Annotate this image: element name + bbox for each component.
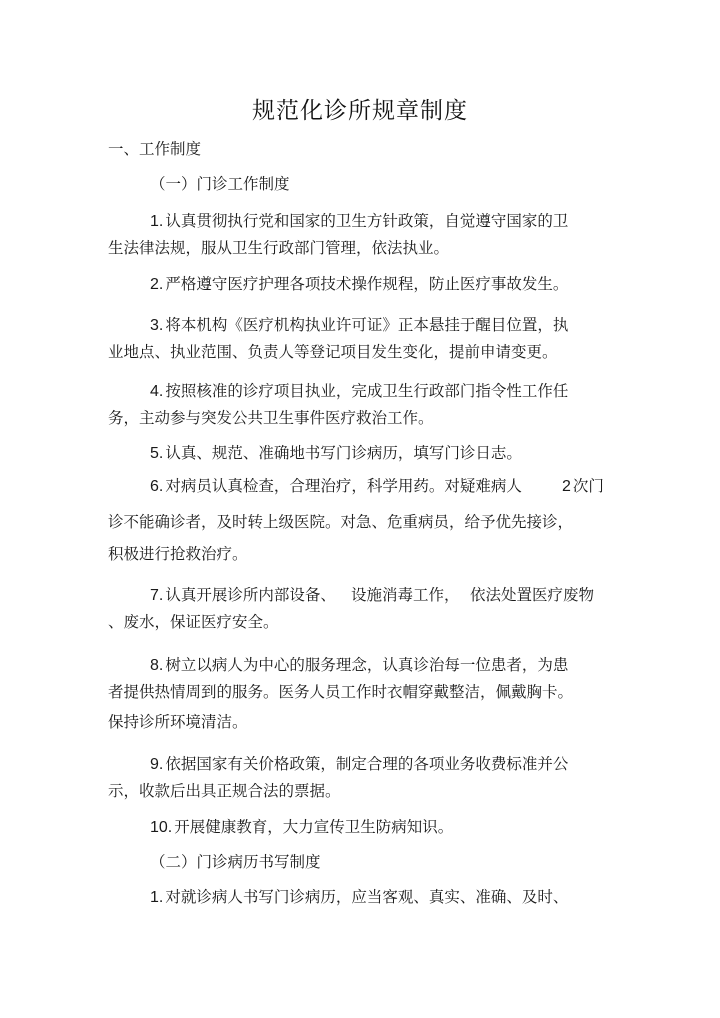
list-item-fragment: 设施消毒工作， [351, 586, 460, 604]
list-item-continuation: 生法律法规，服从卫生行政部门管理，依法执业。 [108, 239, 450, 257]
item-text: 树立以病人为中心的服务理念，认真诊治每一位患者，为患 [165, 656, 569, 674]
list-item [150, 441, 522, 463]
item-text: 对就诊病人书写门诊病历，应当客观、真实、准确、及时、 [165, 888, 569, 906]
item-number: 6. [150, 478, 164, 495]
list-item [150, 885, 568, 907]
inline-number: 2 [562, 478, 571, 495]
subsection-heading: （二）门诊病历书写制度 [150, 853, 321, 871]
list-item [150, 815, 453, 837]
list-item-fragment: 依法处置医疗废物 [470, 586, 595, 604]
item-number: 1. [150, 889, 164, 906]
item-text: 认真贯彻执行党和国家的卫生方针政策，自觉遵守国家的卫 [165, 212, 569, 230]
list-item [150, 653, 568, 675]
item-text: 开展健康教育，大力宣传卫生防病知识。 [174, 818, 454, 836]
list-item-continuation: 诊不能确诊者，及时转上级医院。对急、危重病员，给予优先接诊， [108, 513, 574, 531]
item-number: 5. [150, 445, 164, 462]
list-item-continuation: 积极进行抢救治疗。 [108, 545, 248, 563]
section-heading: 一、工作制度 [108, 140, 202, 158]
item-number: 3. [150, 317, 164, 334]
item-text: 对病员认真检查，合理治疗，科学用药。对疑难病人 [165, 477, 522, 495]
list-item [150, 379, 568, 401]
list-item-continuation: 者提供热情周到的服务。医务人员工作时衣帽穿戴整洁，佩戴胸卡。 [108, 683, 574, 701]
document-title: 规范化诊所规章制度 [252, 98, 468, 124]
item-text: 将本机构《医疗机构执业许可证》正本悬挂于醒目位置，执 [165, 316, 569, 334]
list-item [150, 583, 336, 605]
list-item-continuation: 务，主动参与突发公共卫生事件医疗救治工作。 [108, 409, 434, 427]
list-item [150, 313, 568, 335]
item-number: 8. [150, 657, 164, 674]
item-text: 严格遵守医疗护理各项技术操作规程，防止医疗事故发生。 [165, 275, 569, 293]
list-item [150, 474, 522, 496]
item-number: 7. [150, 587, 164, 604]
list-item [150, 272, 568, 294]
item-number: 1. [150, 213, 164, 230]
list-item-fragment [562, 474, 604, 496]
item-number: 9. [150, 756, 164, 773]
list-item [150, 209, 568, 231]
item-number: 2. [150, 276, 164, 293]
item-text: 次门 [572, 477, 604, 495]
list-item-continuation: 业地点、执业范围、负责人等登记项目发生变化，提前申请变更。 [108, 343, 558, 361]
item-text: 按照核准的诊疗项目执业，完成卫生行政部门指令性工作任 [165, 382, 569, 400]
list-item-continuation: 保持诊所环境清洁。 [108, 713, 248, 731]
list-item [150, 752, 568, 774]
item-text: 认真、规范、准确地书写门诊病历，填写门诊日志。 [165, 444, 522, 462]
list-item-continuation: 、废水，保证医疗安全。 [108, 613, 279, 631]
item-text: 认真开展诊所内部设备、 [165, 586, 336, 604]
subsection-heading: （一）门诊工作制度 [150, 175, 290, 193]
item-number: 4. [150, 383, 164, 400]
list-item-continuation: 示，收款后出具正规合法的票据。 [108, 782, 341, 800]
item-number: 10. [150, 819, 173, 836]
item-text: 依据国家有关价格政策，制定合理的各项业务收费标准并公 [165, 755, 569, 773]
